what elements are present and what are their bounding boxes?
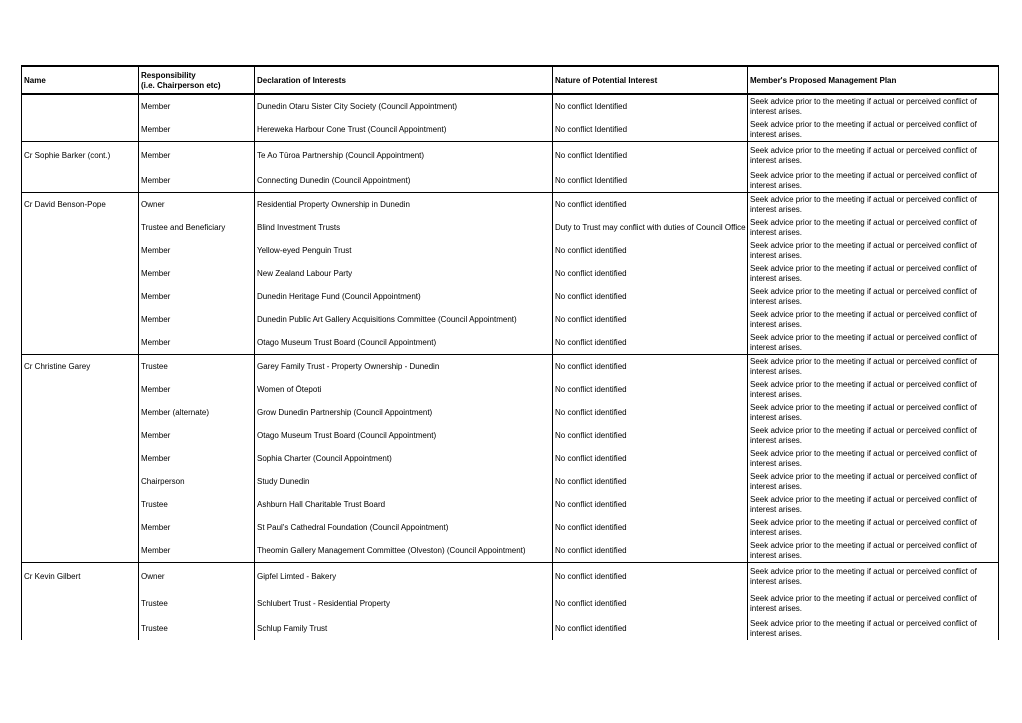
- cell-plan: Seek advice prior to the meeting if actual or perceived conflict of interest arises.: [748, 401, 999, 424]
- cell-plan: Seek advice prior to the meeting if actual or perceived conflict of interest arises.: [748, 239, 999, 262]
- cell-name: Cr David Benson-Pope: [22, 193, 139, 217]
- cell-responsibility: Member: [139, 169, 255, 193]
- cell-plan: Seek advice prior to the meeting if actual or perceived conflict of interest arises.: [748, 118, 999, 142]
- cell-plan: Seek advice prior to the meeting if actual or perceived conflict of interest arises.: [748, 216, 999, 239]
- cell-declaration: Yellow-eyed Penguin Trust: [255, 239, 553, 262]
- cell-name: [22, 401, 139, 424]
- cell-name: [22, 216, 139, 239]
- cell-name: Cr Christine Garey: [22, 355, 139, 379]
- cell-declaration: Schlup Family Trust: [255, 617, 553, 640]
- cell-nature: No conflict identified: [553, 239, 748, 262]
- cell-nature: No conflict identified: [553, 516, 748, 539]
- cell-nature: No conflict identified: [553, 378, 748, 401]
- cell-declaration: Garey Family Trust - Property Ownership - Dunedin: [255, 355, 553, 379]
- cell-nature: No conflict Identified: [553, 142, 748, 170]
- header-responsibility: [139, 66, 255, 94]
- cell-plan: Seek advice prior to the meeting if actual or perceived conflict of interest arises.: [748, 493, 999, 516]
- cell-nature: No conflict Identified: [553, 118, 748, 142]
- cell-nature: No conflict identified: [553, 590, 748, 617]
- cell-responsibility: Owner: [139, 563, 255, 591]
- cell-name: [22, 493, 139, 516]
- cell-name: [22, 539, 139, 563]
- cell-declaration: Residential Property Ownership in Dunedin: [255, 193, 553, 217]
- register-of-interests-table: [21, 65, 999, 640]
- table-row: [22, 331, 999, 355]
- cell-responsibility: Member: [139, 447, 255, 470]
- cell-plan: Seek advice prior to the meeting if actual or perceived conflict of interest arises.: [748, 539, 999, 563]
- table-row: [22, 94, 999, 118]
- cell-declaration: Otago Museum Trust Board (Council Appointment): [255, 424, 553, 447]
- cell-plan: Seek advice prior to the meeting if actual or perceived conflict of interest arises.: [748, 308, 999, 331]
- cell-plan: Seek advice prior to the meeting if actual or perceived conflict of interest arises.: [748, 285, 999, 308]
- header-responsibility-line1: Responsibility: [141, 71, 196, 80]
- cell-declaration: Blind Investment Trusts: [255, 216, 553, 239]
- cell-plan: Seek advice prior to the meeting if actual or perceived conflict of interest arises.: [748, 331, 999, 355]
- cell-nature: No conflict Identified: [553, 169, 748, 193]
- cell-nature: No conflict Identified: [553, 94, 748, 118]
- cell-nature: No conflict identified: [553, 493, 748, 516]
- cell-responsibility: Member: [139, 239, 255, 262]
- cell-name: [22, 239, 139, 262]
- header-name: Name: [22, 66, 139, 94]
- cell-name: [22, 285, 139, 308]
- cell-plan: Seek advice prior to the meeting if actual or perceived conflict of interest arises.: [748, 590, 999, 617]
- header-nature: Nature of Potential Interest: [553, 66, 748, 94]
- table-row: [22, 142, 999, 170]
- header-row: [22, 66, 999, 94]
- cell-declaration: Hereweka Harbour Cone Trust (Council Appointment): [255, 118, 553, 142]
- table-row: [22, 216, 999, 239]
- table-row: [22, 563, 999, 591]
- cell-name: Cr Kevin Gilbert: [22, 563, 139, 591]
- cell-responsibility: Member: [139, 539, 255, 563]
- cell-name: [22, 262, 139, 285]
- cell-plan: Seek advice prior to the meeting if actual or perceived conflict of interest arises.: [748, 193, 999, 217]
- cell-declaration: Dunedin Public Art Gallery Acquisitions Committee (Council Appointment): [255, 308, 553, 331]
- table-row: [22, 590, 999, 617]
- cell-nature: No conflict identified: [553, 193, 748, 217]
- cell-declaration: Schlubert Trust - Residential Property: [255, 590, 553, 617]
- cell-nature: No conflict identified: [553, 355, 748, 379]
- cell-nature: No conflict identified: [553, 563, 748, 591]
- cell-name: [22, 308, 139, 331]
- table-row: [22, 169, 999, 193]
- cell-nature: No conflict identified: [553, 262, 748, 285]
- cell-plan: Seek advice prior to the meeting if actual or perceived conflict of interest arises.: [748, 447, 999, 470]
- cell-responsibility: Chairperson: [139, 470, 255, 493]
- cell-declaration: Study Dunedin: [255, 470, 553, 493]
- header-responsibility-line2: (i.e. Chairperson etc): [141, 81, 221, 90]
- cell-responsibility: Member: [139, 118, 255, 142]
- table-row: [22, 378, 999, 401]
- cell-name: [22, 470, 139, 493]
- cell-plan: Seek advice prior to the meeting if actual or perceived conflict of interest arises.: [748, 142, 999, 170]
- table-row: [22, 193, 999, 217]
- cell-name: [22, 94, 139, 118]
- cell-plan: Seek advice prior to the meeting if actual or perceived conflict of interest arises.: [748, 355, 999, 379]
- cell-responsibility: Member: [139, 331, 255, 355]
- table-row: [22, 617, 999, 640]
- cell-nature: No conflict identified: [553, 331, 748, 355]
- cell-plan: Seek advice prior to the meeting if actual or perceived conflict of interest arises.: [748, 262, 999, 285]
- table-row: [22, 285, 999, 308]
- cell-declaration: Grow Dunedin Partnership (Council Appointment): [255, 401, 553, 424]
- cell-declaration: New Zealand Labour Party: [255, 262, 553, 285]
- cell-declaration: Theomin Gallery Management Committee (Olveston) (Council Appointment): [255, 539, 553, 563]
- cell-responsibility: Member: [139, 308, 255, 331]
- table-row: [22, 355, 999, 379]
- table-row: [22, 493, 999, 516]
- table-row: [22, 516, 999, 539]
- cell-name: [22, 378, 139, 401]
- cell-name: [22, 118, 139, 142]
- cell-responsibility: Owner: [139, 193, 255, 217]
- table-row: [22, 239, 999, 262]
- cell-nature: No conflict identified: [553, 424, 748, 447]
- cell-responsibility: Member: [139, 516, 255, 539]
- table-row: [22, 401, 999, 424]
- cell-name: [22, 617, 139, 640]
- cell-plan: Seek advice prior to the meeting if actual or perceived conflict of interest arises.: [748, 470, 999, 493]
- cell-plan: Seek advice prior to the meeting if actual or perceived conflict of interest arises.: [748, 563, 999, 591]
- cell-declaration: Dunedin Otaru Sister City Society (Council Appointment): [255, 94, 553, 118]
- cell-nature: No conflict identified: [553, 308, 748, 331]
- cell-responsibility: Member: [139, 378, 255, 401]
- cell-responsibility: Trustee: [139, 493, 255, 516]
- cell-nature: No conflict identified: [553, 447, 748, 470]
- cell-plan: Seek advice prior to the meeting if actual or perceived conflict of interest arises.: [748, 378, 999, 401]
- cell-plan: Seek advice prior to the meeting if actual or perceived conflict of interest arises.: [748, 94, 999, 118]
- header-plan: Member's Proposed Management Plan: [748, 66, 999, 94]
- table-row: [22, 262, 999, 285]
- cell-nature: No conflict identified: [553, 539, 748, 563]
- cell-plan: Seek advice prior to the meeting if actual or perceived conflict of interest arises.: [748, 516, 999, 539]
- cell-plan: Seek advice prior to the meeting if actual or perceived conflict of interest arises.: [748, 617, 999, 640]
- table-row: [22, 470, 999, 493]
- cell-responsibility: Member: [139, 94, 255, 118]
- table-row: [22, 308, 999, 331]
- cell-name: [22, 424, 139, 447]
- cell-nature: No conflict identified: [553, 470, 748, 493]
- cell-declaration: Connecting Dunedin (Council Appointment): [255, 169, 553, 193]
- cell-responsibility: Trustee: [139, 355, 255, 379]
- cell-name: [22, 590, 139, 617]
- table-row: [22, 424, 999, 447]
- cell-nature: No conflict identified: [553, 285, 748, 308]
- cell-declaration: Gipfel Limted - Bakery: [255, 563, 553, 591]
- cell-declaration: Dunedin Heritage Fund (Council Appointment): [255, 285, 553, 308]
- cell-declaration: St Paul's Cathedral Foundation (Council Appointment): [255, 516, 553, 539]
- cell-responsibility: Trustee and Beneficiary: [139, 216, 255, 239]
- cell-responsibility: Member: [139, 262, 255, 285]
- cell-plan: Seek advice prior to the meeting if actual or perceived conflict of interest arises.: [748, 424, 999, 447]
- cell-declaration: Women of Ōtepoti: [255, 378, 553, 401]
- cell-responsibility: Member: [139, 285, 255, 308]
- cell-responsibility: Member: [139, 142, 255, 170]
- cell-name: [22, 447, 139, 470]
- cell-name: [22, 169, 139, 193]
- cell-responsibility: Member (alternate): [139, 401, 255, 424]
- header-declaration: Declaration of Interests: [255, 66, 553, 94]
- cell-declaration: Te Ao Tūroa Partnership (Council Appointment): [255, 142, 553, 170]
- table-row: [22, 447, 999, 470]
- cell-plan: Seek advice prior to the meeting if actual or perceived conflict of interest arises.: [748, 169, 999, 193]
- cell-declaration: Otago Museum Trust Board (Council Appointment): [255, 331, 553, 355]
- cell-responsibility: Trustee: [139, 590, 255, 617]
- cell-nature: No conflict identified: [553, 401, 748, 424]
- cell-declaration: Ashburn Hall Charitable Trust Board: [255, 493, 553, 516]
- cell-nature: No conflict identified: [553, 617, 748, 640]
- table-row: [22, 118, 999, 142]
- cell-responsibility: Member: [139, 424, 255, 447]
- cell-declaration: Sophia Charter (Council Appointment): [255, 447, 553, 470]
- cell-name: [22, 516, 139, 539]
- cell-name: Cr Sophie Barker (cont.): [22, 142, 139, 170]
- cell-nature: Duty to Trust may conflict with duties of Council Office: [553, 216, 748, 239]
- table-row: [22, 539, 999, 563]
- cell-name: [22, 331, 139, 355]
- cell-responsibility: Trustee: [139, 617, 255, 640]
